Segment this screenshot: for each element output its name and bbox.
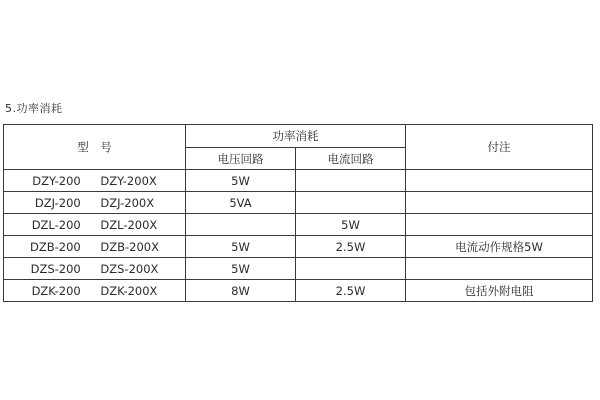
header-model: 型 号	[4, 125, 186, 170]
voltage-circuit-cell: 5W	[186, 236, 296, 258]
table-row	[4, 236, 593, 258]
model-name-x: DZK-200X	[100, 283, 158, 298]
model-name-x: DZJ-200X	[100, 195, 155, 210]
note-cell	[406, 192, 593, 214]
model-name: DZL-200	[31, 217, 81, 232]
current-circuit-cell: 2.5W	[296, 236, 406, 258]
table-header-row-1	[4, 125, 593, 148]
model-name-x: DZB-200X	[100, 239, 159, 254]
voltage-circuit-cell: 5W	[186, 258, 296, 280]
model-cell	[4, 236, 186, 258]
model-name: DZB-200	[30, 239, 81, 254]
model-cell	[4, 192, 186, 214]
table-row	[4, 258, 593, 280]
current-circuit-cell	[296, 258, 406, 280]
voltage-circuit-cell: 5W	[186, 170, 296, 192]
header-current-circuit: 电流回路	[296, 148, 406, 170]
current-circuit-cell: 5W	[296, 214, 406, 236]
current-circuit-cell	[296, 170, 406, 192]
voltage-circuit-cell: 8W	[186, 280, 296, 302]
voltage-circuit-cell: 5VA	[186, 192, 296, 214]
note-cell: 电流动作规格5W	[406, 236, 593, 258]
table-row	[4, 170, 593, 192]
section-title: 5.功率消耗	[5, 102, 63, 115]
model-name: DZJ-200	[34, 195, 81, 210]
header-power-group: 功率消耗	[186, 125, 406, 148]
power-consumption-table	[3, 124, 593, 302]
model-name-x: DZY-200X	[100, 173, 157, 188]
header-voltage-circuit: 电压回路	[186, 148, 296, 170]
model-cell	[4, 258, 186, 280]
model-name: DZS-200	[30, 261, 81, 276]
table-row	[4, 280, 593, 302]
table-row	[4, 214, 593, 236]
model-name-x: DZS-200X	[100, 261, 159, 276]
model-name-x: DZL-200X	[100, 217, 158, 232]
model-name: DZK-200	[31, 283, 81, 298]
table-row	[4, 192, 593, 214]
current-circuit-cell: 2.5W	[296, 280, 406, 302]
note-cell	[406, 214, 593, 236]
model-name: DZY-200	[32, 173, 81, 188]
model-cell	[4, 214, 186, 236]
voltage-circuit-cell	[186, 214, 296, 236]
note-cell: 包括外附电阻	[406, 280, 593, 302]
model-cell	[4, 280, 186, 302]
model-cell	[4, 170, 186, 192]
current-circuit-cell	[296, 192, 406, 214]
note-cell	[406, 258, 593, 280]
header-note: 付注	[406, 125, 593, 170]
note-cell	[406, 170, 593, 192]
